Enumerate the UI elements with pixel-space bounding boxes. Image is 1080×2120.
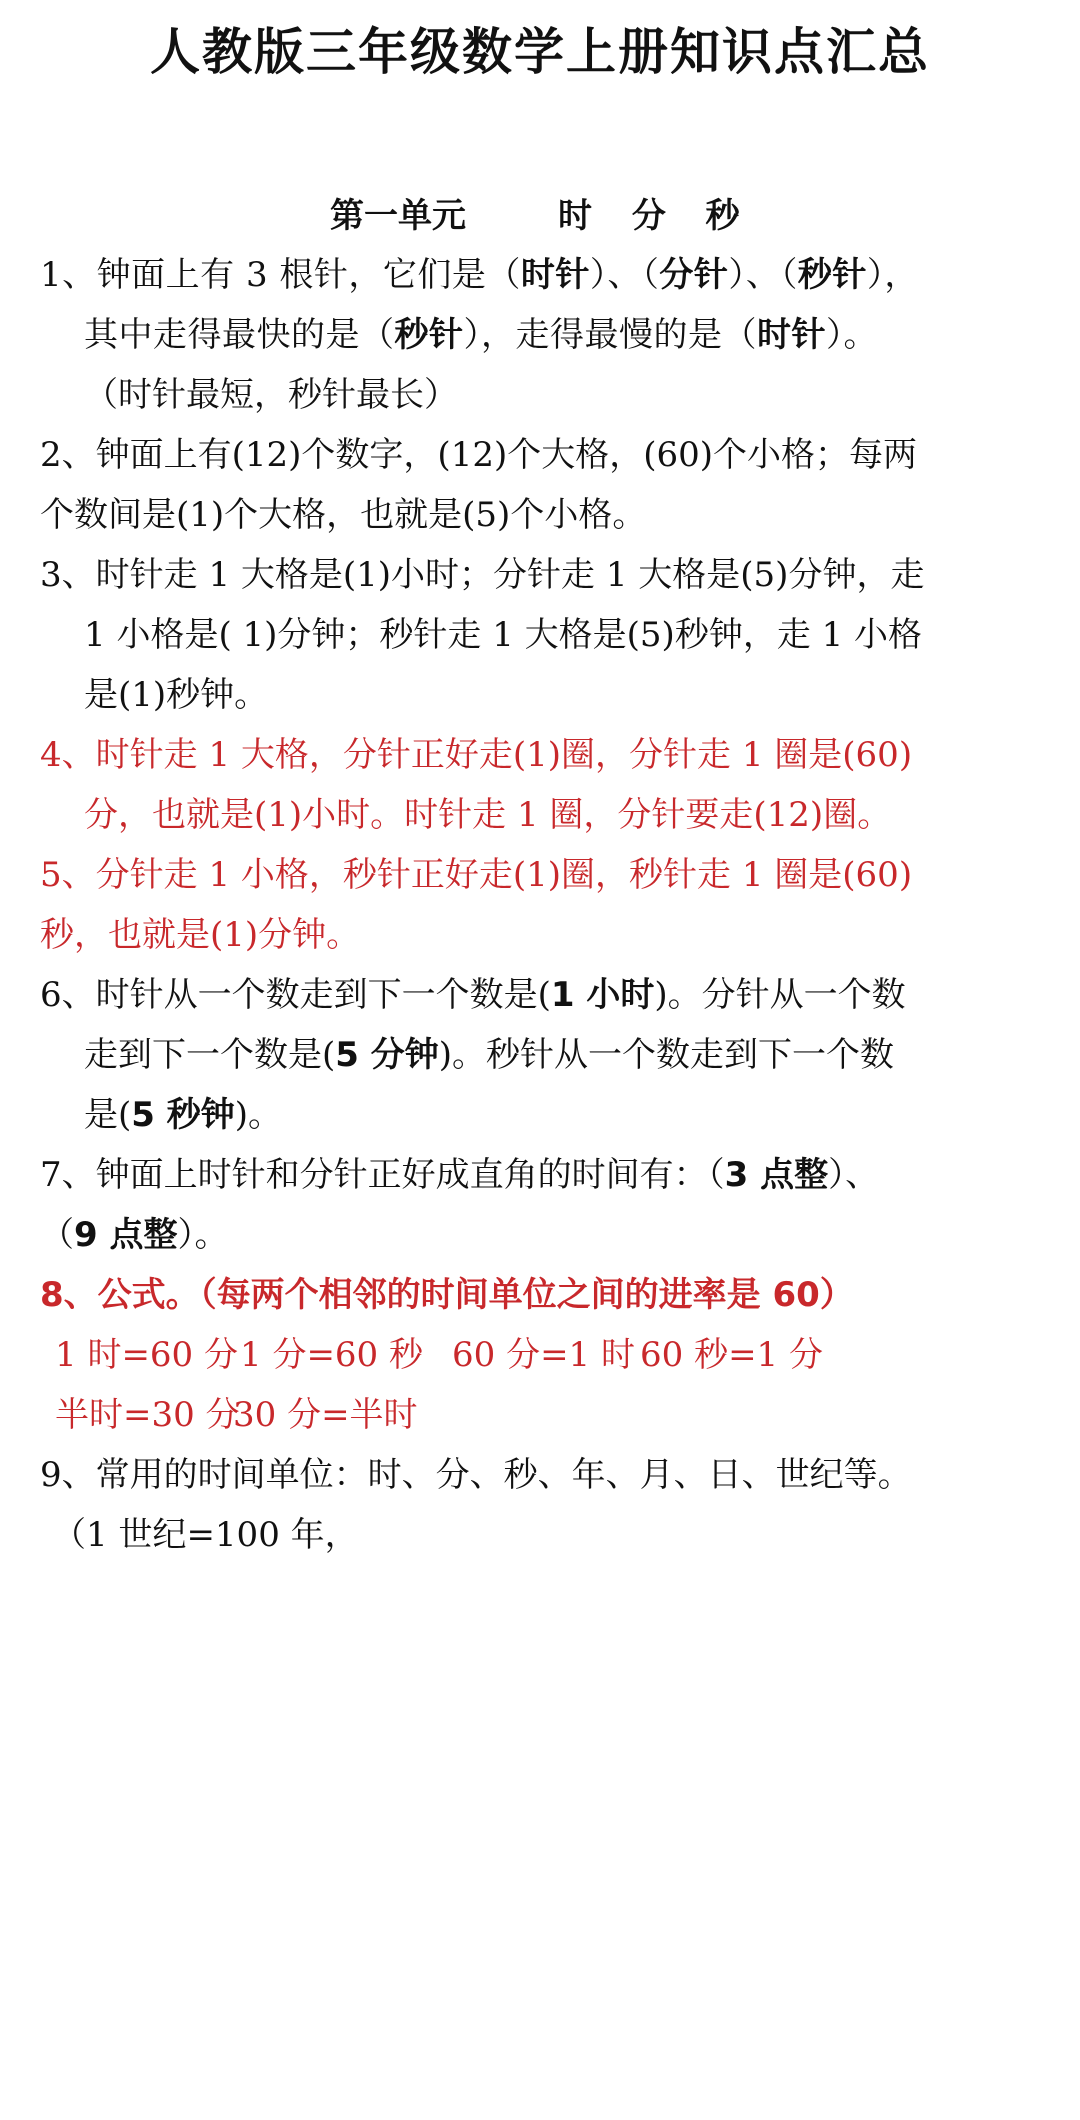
line-text: 5、分针走 1 小格，秒针正好走(1)圈，秒针走 1 圈是(60) [40,855,913,895]
line-text: ）、 [828,1155,880,1195]
line-text: 60 秒=1 分 [640,1335,823,1375]
text-line [452,1333,635,1377]
text-line [84,793,891,837]
text-line [84,613,922,657]
line-text: )。 [234,1095,283,1135]
line-text: 1、钟面上有 3 根针，它们是（ [40,255,521,295]
line-text: 9、常用的时间单位：时、分、秒、年、月、日、世纪等。 [40,1455,912,1495]
answer-text: 5 秒钟 [131,1095,235,1135]
answer-text: 8、公式。（每两个相邻的时间单位之间的进率是 60） [40,1275,854,1315]
text-line [55,1333,238,1377]
text-line [40,253,919,297]
text-line [84,313,878,357]
line-text: （1 世纪=100 年， [52,1515,359,1555]
text-line [40,493,646,537]
line-text: 1 分=60 秒 [240,1335,423,1375]
text-line [40,733,912,777]
line-text: ）、（ [589,255,660,295]
line-text: ）， [866,255,919,295]
text-line [84,373,458,417]
line-text: 7、钟面上时针和分针正好成直角的时间有：（ [40,1155,725,1195]
line-text: 30 分=半时 [233,1395,418,1435]
line-text: 走到下一个数是( [84,1035,336,1075]
line-text: ）。 [177,1215,229,1255]
text-line [55,1393,240,1437]
line-text: ），走得最慢的是（ [463,315,757,355]
line-text: 60 分=1 时 [452,1335,635,1375]
text-line [84,673,268,717]
unit-heading [330,188,754,237]
answer-text: 秒针 [394,315,464,355]
text-line [40,1213,229,1257]
answer-text: 9 点整 [74,1215,178,1255]
text-line [40,1453,912,1497]
line-text: （ [40,1215,74,1255]
line-text: 分，也就是(1)小时。时针走 1 圈，分针要走(12)圈。 [84,795,892,835]
text-line [40,973,906,1017]
text-line [40,553,924,597]
answer-text: 3 点整 [724,1155,829,1195]
answer-text: 时针 [757,315,826,355]
text-line [233,1393,418,1437]
answer-text: 时针 [520,255,590,295]
line-text: ）、（ [728,255,798,295]
line-text: ）。 [826,315,878,355]
line-text: 其中走得最快的是（ [84,315,395,355]
line-text: 2、钟面上有(12)个数字，(12)个大格，(60)个小格；每两 [40,435,918,475]
text-line [40,1153,879,1197]
line-text: 6、时针从一个数走到下一个数是( [40,975,551,1015]
answer-text: 5 分钟 [335,1035,439,1075]
page-title: 人教版三年级数学上册知识点汇总 [150,23,930,81]
text-line [84,1033,894,1077]
line-text: 4、时针走 1 大格，分针正好走(1)圈，分针走 1 圈是(60) [40,735,913,775]
text-line [40,1273,854,1317]
text-line [52,1513,359,1557]
line-text: 是(1)秒钟。 [84,675,269,715]
answer-text: 分针 [659,255,729,295]
unit-label: 第一单元 [330,196,466,236]
line-text: )。秒针从一个数走到下一个数 [438,1035,895,1075]
answer-text: 秒针 [797,255,867,295]
unit-name: 时 分 秒 [558,196,754,236]
line-text: 是( [84,1095,132,1135]
text-line [640,1333,823,1377]
line-text: 半时=30 分 [55,1395,240,1435]
line-text: （时针最短，秒针最长） [84,375,458,415]
answer-text: 1 小时 [550,975,655,1015]
line-text: 3、时针走 1 大格是(1)小时；分针走 1 大格是(5)分钟，走 [40,555,925,595]
text-line [40,433,917,477]
line-text: )。分针从一个数 [654,975,906,1015]
line-text: 秒，也就是(1)分钟。 [40,915,361,955]
text-line [40,853,912,897]
line-text: 个数间是(1)个大格，也就是(5)个小格。 [40,495,647,535]
line-text: 1 小格是( 1)分钟；秒针走 1 大格是(5)秒钟，走 1 小格 [84,615,923,655]
line-text: 1 时=60 分 [55,1335,238,1375]
text-line [84,1093,282,1137]
text-line [240,1333,423,1377]
text-line [40,913,360,957]
